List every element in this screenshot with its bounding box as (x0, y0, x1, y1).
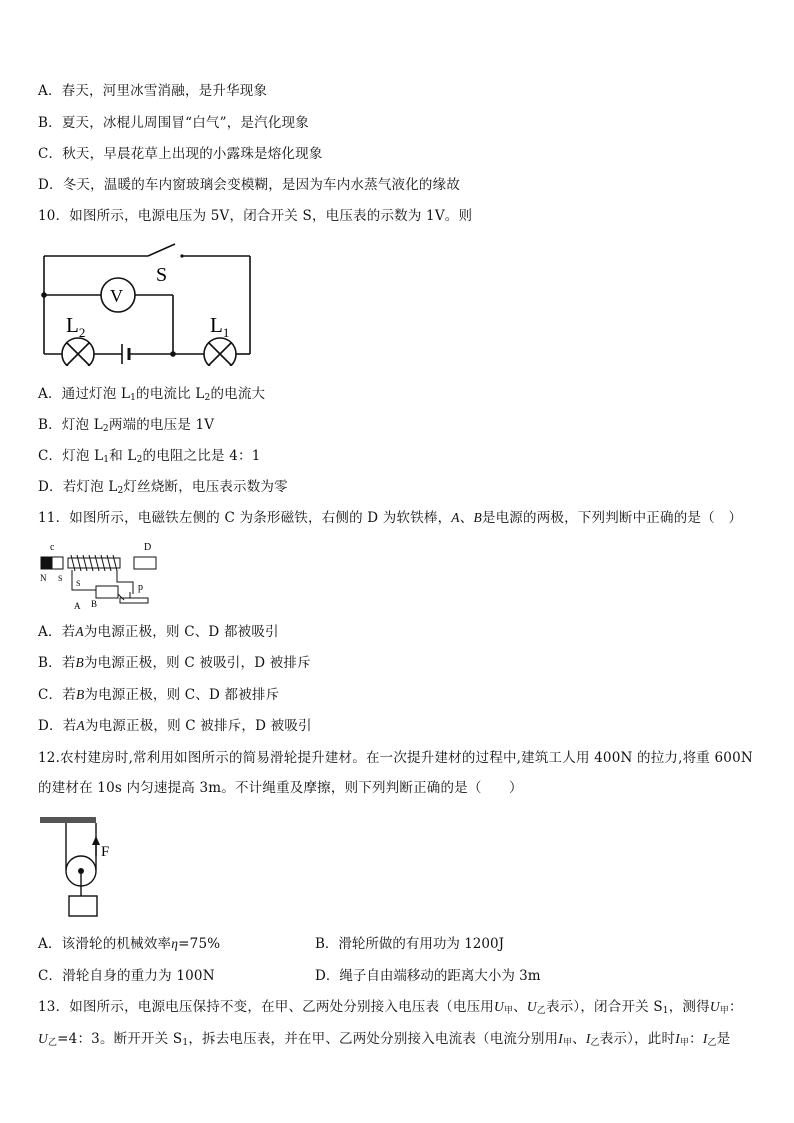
q12-option-c: C．滑轮自身的重力为 100N (38, 968, 215, 984)
label-s: S (58, 574, 63, 583)
q10-circuit-diagram (38, 236, 258, 366)
q10-option-b: B．灯泡 $L_2$两端的电压是 1V (38, 417, 215, 434)
label-n: N (40, 573, 47, 583)
label-b: B (91, 599, 98, 609)
label-d: D (144, 542, 152, 553)
label-p: p (138, 582, 143, 593)
label-s-coil: S (76, 579, 81, 588)
q10-option-c: C．灯泡 $L_1$和 $L_2$的电阻之比是 4：1 (38, 448, 261, 465)
q10-stem: 10．如图所示，电源电压为 5V，闭合开关 S，电压表的示数为 1V。则 (38, 208, 473, 224)
q11-option-c: C．若B为电源正极，则 C、D 都被排斥 (38, 687, 280, 703)
q9-option-d: D．冬天，温暖的车内窗玻璃会变模糊，是因为车内水蒸气液化的缘故 (38, 177, 461, 193)
load-block (69, 896, 97, 916)
label-a: A (74, 601, 81, 611)
q9-option-b: B．夏天，冰棍儿周围冒“白气”，是汽化现象 (38, 115, 309, 131)
q11-option-d: D．若A为电源正极，则 C 被排斥，D 被吸引 (38, 718, 312, 734)
q12-option-b: B．滑轮所做的有用功为 1200J (315, 936, 504, 952)
q9-option-c: C．秋天，早晨花草上出现的小露珠是熔化现象 (38, 146, 323, 162)
force-label: F (101, 844, 110, 860)
junction-dot (41, 292, 47, 298)
q10-option-a: A．通过灯泡 $L_1$的电流比 $L_2$的电流大 (38, 386, 266, 403)
q12-option-a: A．该滑轮的机械效率η=75% (38, 936, 221, 952)
q11-stem: 11．如图所示，电磁铁左侧的 C 为条形磁铁，右侧的 D 为软铁棒，A、B是电源的两极，下列判断中正确的是（ ） (38, 510, 743, 526)
q11-electromagnet-diagram (38, 538, 158, 612)
voltmeter-label: V (110, 286, 123, 306)
lamp-l2-label: $L_2$ (66, 313, 86, 340)
label-c: c (50, 542, 55, 553)
q12-stem-line2: 的建材在 10s 内匀速提高 3m。不计绳重及摩擦，则下列判断正确的是（ ） (38, 780, 523, 796)
force-arrow (92, 836, 100, 845)
ceiling (40, 817, 96, 823)
q10-option-d: D．若灯泡 $L_2$灯丝烧断，电压表示数为零 (38, 479, 288, 496)
junction-dot (170, 351, 176, 357)
q13-stem-line1: 13．如图所示，电源电压保持不变，在甲、乙两处分别接入电压表（电压用$U_甲$、$U_乙$表示），闭合开关 $S_1$，测得$U_甲$： (38, 999, 743, 1016)
q12-pulley-diagram (38, 814, 118, 920)
q13-stem-line2: $U_乙=4$：3。断开开关 $S_1$，拆去电压表，并在甲、乙两处分别接入电流表（电流分别用$I_甲$、$I_乙$表示），此时$I_甲$：$I_乙$是 (38, 1031, 731, 1048)
q12-stem-line1: 12.农村建房时,常利用如图所示的简易滑轮提升建材。在一次提升建材的过程中,建筑工人用 400N 的拉力,将重 600N (38, 750, 753, 766)
q11-option-b: B．若B为电源正极，则 C 被吸引，D 被排斥 (38, 655, 311, 671)
q11-option-a: A．若A为电源正极，则 C、D 都被吸引 (38, 624, 279, 640)
q9-option-a: A．春天，河里冰雪消融，是升华现象 (38, 83, 268, 99)
switch-label: S (156, 264, 168, 286)
lamp-l1-label: $L_1$ (210, 313, 230, 340)
q12-option-d: D．绳子自由端移动的距离大小为 3m (315, 968, 541, 984)
